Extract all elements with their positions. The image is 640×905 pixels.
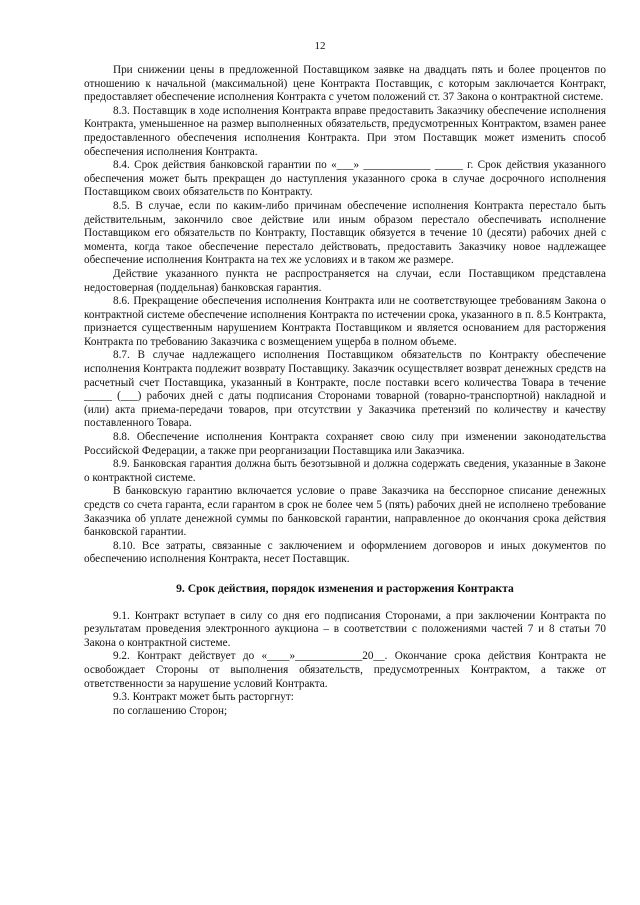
document-body: [84, 64, 606, 718]
paragraph: 8.8. Обеспечение исполнения Контракта сохраняет свою силу при изменении законодательства Российской Федерации, а также при реорганизации Поставщика или Заказчика.: [84, 431, 606, 457]
paragraph: 8.5. В случае, если по каким-либо причинам обеспечение исполнения Контракта перестало быть действительным, закончило свое действие или иным образом перестало обеспечивать исполнение Поставщиком его обязательств по Контракту, Поставщик обязуется в течение 10 (десяти) рабочих дней с момента, когда такое обеспечение перестало действовать, предоставить Заказчику новое надлежащее обеспечение исполнения Контракта на тех же условиях и в таком же размере.: [84, 199, 606, 267]
paragraph: 8.10. Все затраты, связанные с заключением и оформлением договоров и иных документов по обеспечению исполнения Контракта, несет Поставщик.: [84, 539, 606, 566]
paragraph: В банковскую гарантию включается условие о праве Заказчика на бесспорное списание денежных средств со счета гаранта, если гарантом в срок не более чем 5 (пять) рабочих дней не исполнено требование Заказчика об уплате денежной суммы по банковской гарантии, направленное до окончания срока действия банковской гарантии.: [84, 485, 606, 539]
paragraph: 8.7. В случае надлежащего исполнения Поставщиком обязательств по Контракту обеспечение исполнения Контракта подлежит возврату Поставщику. Заказчик осуществляет возврат денежных средств на расчетный счет Поставщика, указанный в Контракте, после поставки всего количества Товара в течение _____ (___) рабочих дней с даты подписания Сторонами товарной (товарно-транспортной) накладной и (или) акта приема-передачи товаров, при отсутствии у Заказчика претензий по количеству и качеству поставленного Товара.: [84, 349, 606, 430]
paragraph: по соглашению Сторон;: [113, 704, 228, 717]
paragraph: 8.4. Срок действия банковской гарантии по «___» ____________ _____ г. Срок действия указанного обеспечения может быть прекращен до наступления указанного срока в случае досрочного исполнения Поставщиком своих обязательств по Контракту.: [84, 159, 606, 199]
paragraph: 9.2. Контракт действует до «____»____________20__. Окончание срока действия Контракта не освобождает Стороны от выполнения обязательств, предусмотренных Контрактом, а также от ответственности за нарушение условий Контракта.: [84, 650, 606, 690]
paragraph: При снижении цены в предложенной Поставщиком заявке на двадцать пять и более процентов по отношению к начальной (максимальной) цене Контракта Поставщик, с которым заключается Контракт, предоставляет обеспечение исполнения Контракта с учетом положений ст. 37 Закона о контрактной системе.: [84, 64, 606, 104]
page-number: 12: [314, 40, 326, 52]
paragraph: 8.9. Банковская гарантия должна быть безотзывной и должна содержать сведения, указанные в Законе о контрактной системе.: [84, 458, 606, 484]
paragraph: 9.1. Контракт вступает в силу со дня его подписания Сторонами, а при заключении Контракта по результатам проведения электронного аукциона – в соответствии с положениями частей 7 и 8 статьи 70 Закона о контрактной системе.: [84, 609, 606, 649]
paragraph: 9.3. Контракт может быть расторгнут:: [113, 691, 294, 704]
section-heading: 9. Срок действия, порядок изменения и расторжения Контракта: [176, 581, 514, 595]
paragraph: 8.3. Поставщик в ходе исполнения Контракта вправе предоставить Заказчику обеспечение исполнения Контракта, уменьшенное на размер выполненных обязательств, предусмотренных Контрактом, взамен ранее предоставленного обеспечения исполнения Контракта. При этом Поставщик может изменить способ обеспечения исполнения Контракта.: [84, 104, 606, 158]
paragraph: Действие указанного пункта не распространяется на случаи, если Поставщиком представлена недостоверная (поддельная) банковская гарантия.: [84, 267, 606, 294]
paragraph: 8.6. Прекращение обеспечения исполнения Контракта или не соответствующее требованиям Закона о контрактной системе обеспечение исполнения Контракта по истечении срока, указанного в п. 8.5 Контракта, признается существенным нарушением Контракта Поставщиком и является основанием для расторжения Контракта по требованию Заказчика с возмещением ущерба в полном объеме.: [84, 295, 606, 348]
